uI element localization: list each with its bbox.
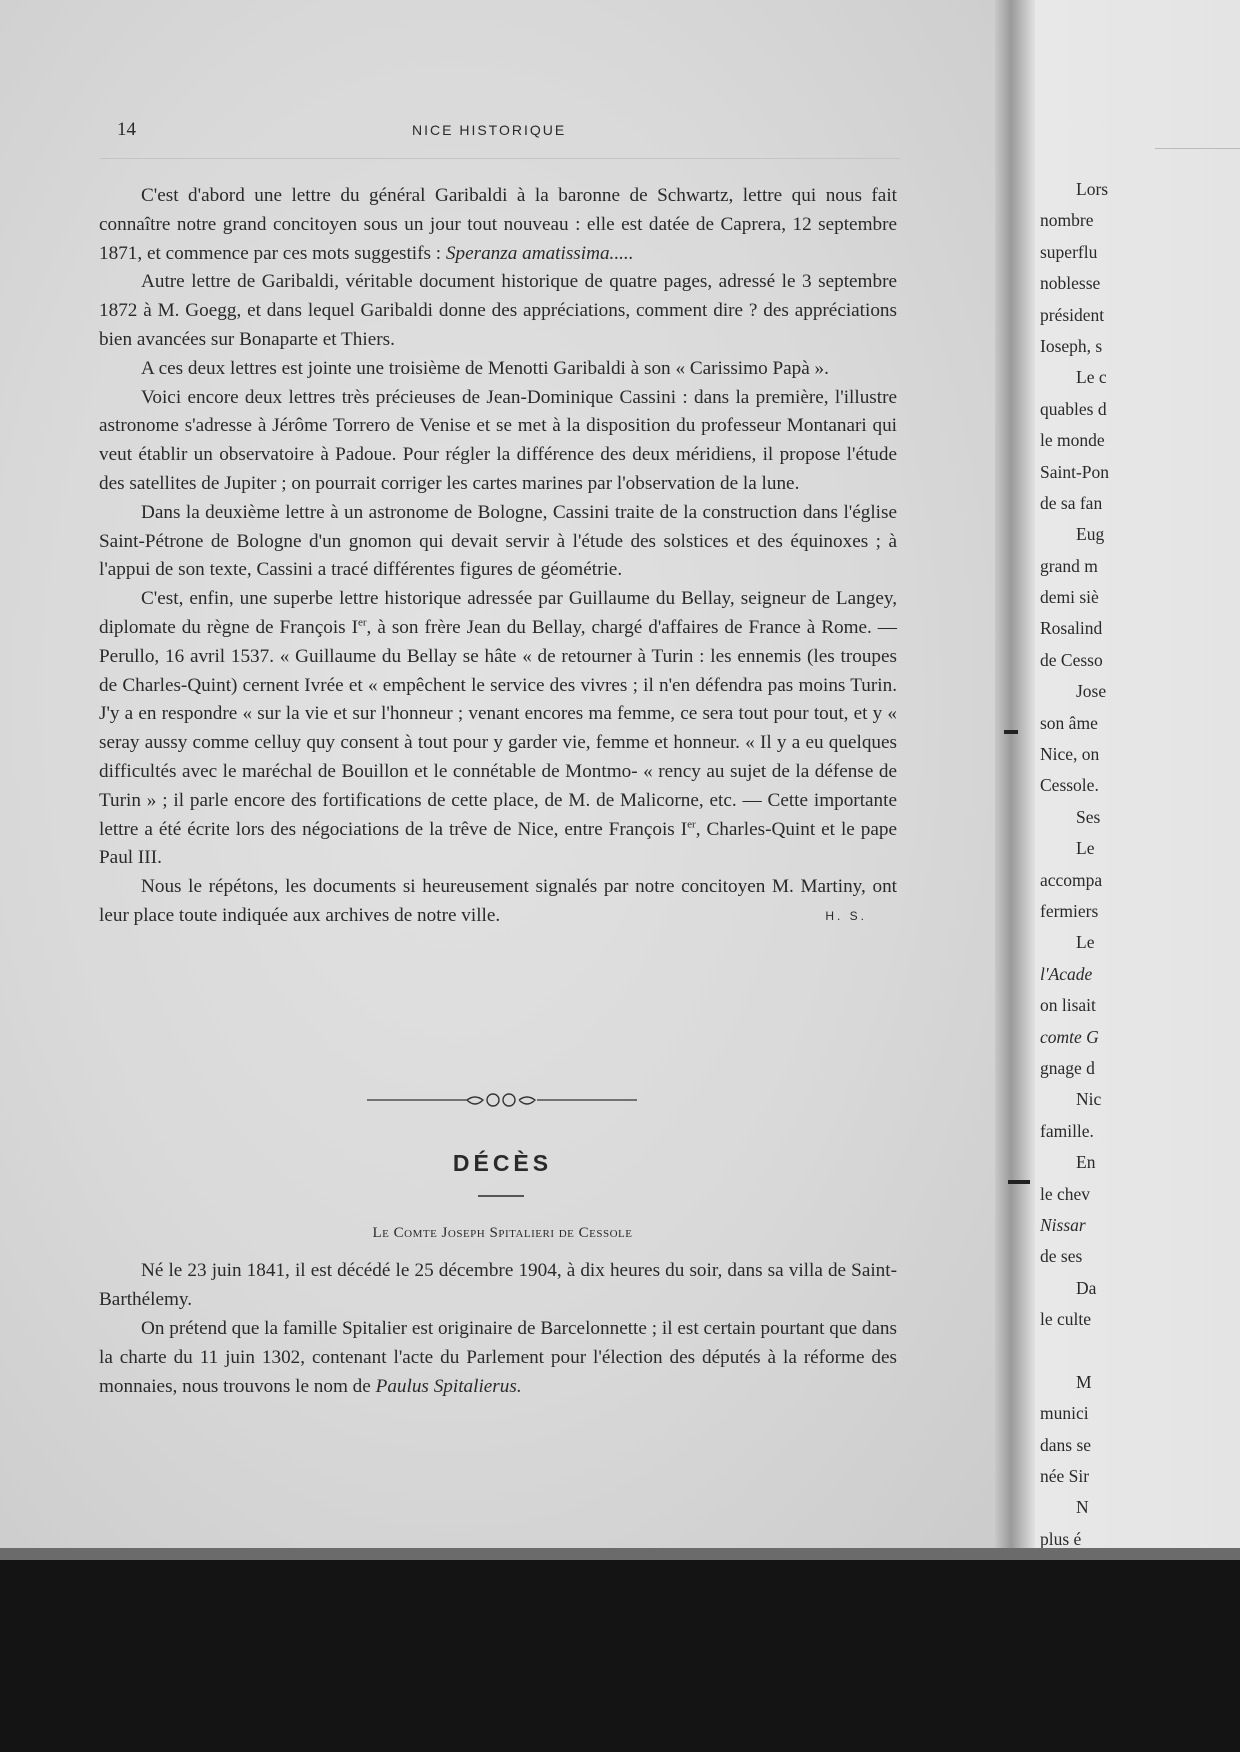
right-line: famille.	[1040, 1120, 1094, 1141]
paragraph-bellay: C'est, enfin, une superbe lettre historique adressée par Guillaume du Bellay, seigneur de Langey, diplomate du règne de François Ier, à son frère Jean du Bellay, chargé d'affaires de France à Rome. — Perullo, 16 avril 1537. « Guillaume du Bellay se hâte « de retourner à Turin : les ennemis (les troupes de Charles-Quint) cernent Ivrée et « empêchent le service des vivres ; il n'en défendra pas moins Turin. J'y a en respondre « sur la vie et sur l'honneur ; venant encores ma femme, ce sera tout pour tout, et y « seray aussy comme celluy quy consent à tout pour y garder vie, femme et honneur. « Il y a eu quelques difficultés avec le maréchal de Bouillon et le connétable de Montmo- « rency au sujet de la défense de Turin » ; il parle encore des fortifications de cette place, de M. de Malicorne, etc. — Cette importante lettre a été écrite lors des négociations de la trêve de Nice, entre François Ier, Charles-Quint et le pape Paul III.	[99, 588, 898, 869]
right-page-text	[1040, 174, 1240, 1548]
obituary-text	[99, 1256, 897, 1401]
right-line: Lors	[1076, 179, 1109, 199]
right-line: on lisait	[1040, 995, 1096, 1016]
right-line: dans se	[1040, 1434, 1092, 1455]
right-line: noblesse	[1040, 273, 1101, 294]
obituary-paragraph-origin: On prétend que la famille Spitalier est originaire de Barcelonnette ; il est certain pourtant que dans la charte du 11 juin 1302, contenant l'acte du Parlement pour l'élection des députés à la réforme des monnaies, nous trouvons le nom de Paulus Spitalierus.	[99, 1318, 897, 1397]
italic-name: Paulus Spitalierus.	[375, 1376, 522, 1397]
paragraph-cassini-first: Voici encore deux lettres très précieuses de Jean-Dominique Cassini : dans la première, l'illustre astronome s'adresse à Jérôme Torrero de Venise et se met à la disposition du professeur Montanari qui veut établir un observatoire à Padoue. Pour régler la différence des deux méridiens, il propose l'étude des satellites de Jupiter ; on pourrait corriger les cartes marines par l'observation de la lune.	[99, 386, 897, 494]
right-line: Le	[1076, 932, 1095, 953]
right-line: de ses	[1040, 1246, 1083, 1267]
signature: H. S.	[825, 908, 867, 923]
right-line: Da	[1076, 1277, 1097, 1298]
right-line: superflu	[1040, 241, 1098, 262]
right-line: le chev	[1040, 1183, 1091, 1204]
right-line: munici	[1040, 1403, 1089, 1424]
right-line: Rosalind	[1040, 618, 1103, 639]
paragraph-conclusion: Nous le répétons, les documents si heureusement signalés par notre concitoyen M. Martiny, ont leur place toute indiquée aux archives de notre ville. H. S.	[99, 873, 897, 931]
running-title: NICE HISTORIQUE	[412, 122, 567, 138]
book-gutter	[995, 0, 1035, 1548]
paragraph-garibaldi-goegg: Autre lettre de Garibaldi, véritable document historique de quatre pages, adressé le 3 septembre 1872 à M. Goegg, et dans lequel Garibaldi donne des appréciations, comment dire ? des appréciations bien avancées sur Bonaparte et Thiers.	[99, 271, 897, 350]
right-line: demi siè	[1040, 587, 1099, 608]
scan-bottom-edge	[0, 1548, 1240, 1560]
gutter-mark	[1004, 730, 1018, 734]
right-line: Ioseph, s	[1040, 335, 1103, 356]
right-line: nombre	[1040, 210, 1094, 231]
paragraph-menotti: A ces deux lettres est jointe une troisième de Menotti Garibaldi à son « Carissimo Papà ».	[141, 357, 829, 379]
right-line	[1040, 1335, 1240, 1366]
obituary-paragraph-birth: Né le 23 juin 1841, il est décédé le 25 décembre 1904, à dix heures du soir, dans sa villa de Saint-Barthélemy.	[99, 1260, 897, 1310]
right-line: de Cesso	[1040, 649, 1103, 670]
obituary-heading: Le Comte Joseph Spitalieri de Cessole	[372, 1225, 633, 1241]
paragraph-garibaldi-schwartz: C'est d'abord une lettre du général Garibaldi à la baronne de Schwartz, lettre qui nous fait connaître notre grand concitoyen sous un jour tout nouveau : elle est datée de Caprera, 12 septembre 1871, et commence par ces mots suggestifs : Speranza amatissima.....	[99, 185, 897, 264]
right-line: Nic	[1076, 1089, 1102, 1110]
right-line: l'Acade	[1040, 963, 1093, 984]
right-line: En	[1076, 1152, 1096, 1173]
right-line: comte G	[1040, 1026, 1099, 1047]
right-page-rule	[1155, 148, 1240, 149]
right-line: de sa fan	[1040, 492, 1103, 513]
right-line: Ses	[1076, 806, 1101, 827]
page-header	[0, 119, 1005, 143]
page-number: 14	[117, 119, 136, 140]
right-line: président	[1040, 304, 1105, 325]
heading-rule	[478, 1195, 524, 1197]
right-line: plus é	[1040, 1528, 1082, 1548]
deces-heading: DÉCÈS	[452, 1150, 553, 1176]
right-line: le culte	[1040, 1309, 1092, 1330]
right-line: Jose	[1076, 681, 1107, 702]
right-line: Le c	[1076, 367, 1107, 388]
right-line: née Sir	[1040, 1466, 1090, 1487]
right-line: quables d	[1040, 398, 1107, 419]
right-line: son âme	[1040, 712, 1098, 733]
right-line: fermiers	[1040, 900, 1099, 921]
right-line: gnage d	[1040, 1057, 1095, 1078]
right-line: Nissar	[1040, 1214, 1086, 1235]
section-ornament	[367, 1092, 637, 1112]
right-line: Le	[1076, 838, 1095, 859]
header-rule	[100, 158, 900, 159]
right-line: N	[1076, 1497, 1089, 1518]
right-line: Saint-Pon	[1040, 461, 1110, 482]
right-line: Nice, on	[1040, 744, 1100, 765]
body-text	[99, 182, 897, 931]
right-line: Eug	[1076, 524, 1105, 545]
italic-quote: Speranza amatissima.....	[445, 242, 634, 264]
right-line: le monde	[1040, 430, 1105, 451]
right-line: M	[1076, 1371, 1092, 1392]
right-line: Cessole.	[1040, 775, 1099, 796]
right-line: grand m	[1040, 555, 1098, 576]
gutter-mark	[1008, 1180, 1030, 1184]
paragraph-cassini-second: Dans la deuxième lettre à un astronome de Bologne, Cassini traite de la construction dans l'église Saint-Pétrone de Bologne d'un gnomon qui devait servir à l'étude des solstices et des équinoxes ; à l'appui de son texte, Cassini a tracé différentes figures de géométrie.	[99, 501, 897, 581]
right-line: accompa	[1040, 869, 1103, 890]
